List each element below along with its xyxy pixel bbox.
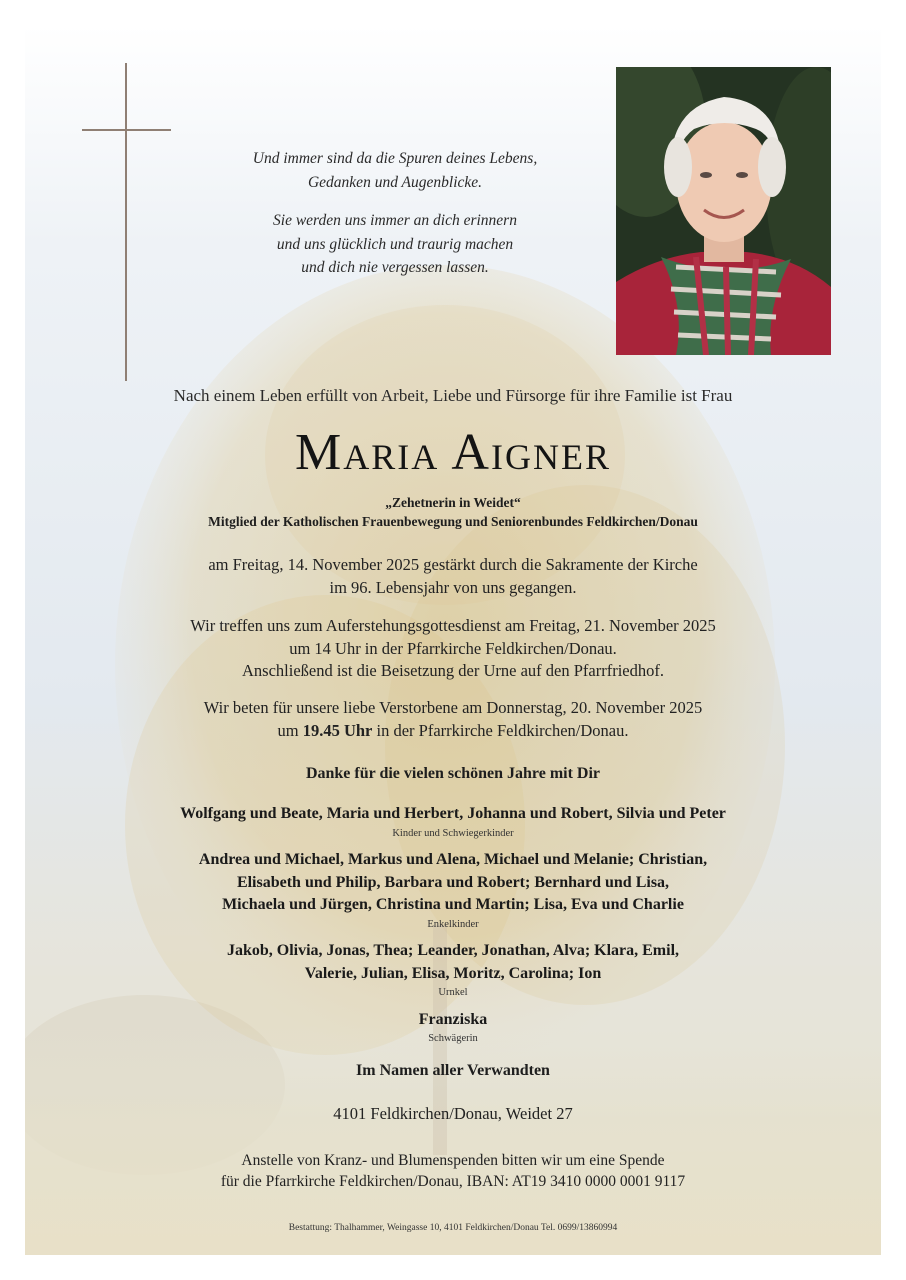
prayer-info bbox=[25, 697, 881, 742]
mourner-names: Elisabeth und Philip, Barbara und Robert; Bernhard und Lisa, bbox=[236, 873, 670, 891]
verse-line: Gedanken und Augenblicke. bbox=[307, 173, 483, 191]
mourners-sister-in-law bbox=[25, 1009, 881, 1032]
mourner-names: Michaela und Jürgen, Christina und Martin; Lisa, Eva und Charlie bbox=[222, 896, 684, 913]
death-notice-line: am Freitag, 14. November 2025 gestärkt durch die Sakramente der Kirche bbox=[208, 555, 698, 574]
mourner-names: Andrea und Michael, Markus und Alena, Michael und Melanie; Christian, bbox=[198, 851, 708, 868]
donation-request bbox=[25, 1150, 881, 1192]
mourner-names: Valerie, Julian, Elisa, Moritz, Carolina; Ion bbox=[304, 964, 602, 982]
relation-label: Urnkel bbox=[438, 987, 468, 998]
relation-label: Kinder und Schwiegerkinder bbox=[392, 828, 514, 839]
prayer-line: Wir beten für unsere liebe Verstorbene am Donnerstag, 20. November 2025 bbox=[203, 698, 703, 717]
service-line: um 14 Uhr in der Pfarrkirche Feldkirchen/Donau. bbox=[289, 638, 617, 658]
verse-line: Und immer sind da die Spuren deines Lebens, bbox=[252, 150, 538, 167]
service-info bbox=[25, 615, 881, 683]
mourners-grandchildren bbox=[25, 849, 881, 917]
intro-text: Nach einem Leben erfüllt von Arbeit, Liebe und Fürsorge für ihre Familie ist Frau bbox=[173, 386, 733, 405]
donation-line: für die Pfarrkirche Feldkirchen/Donau, IBAN: AT19 3410 0000 0001 9117 bbox=[220, 1173, 686, 1190]
relation-label: Enkelkinder bbox=[427, 919, 479, 930]
mourner-names: Jakob, Olivia, Jonas, Thea; Leander, Jonathan, Alva; Klara, Emil, bbox=[226, 942, 680, 959]
obituary-card bbox=[25, 25, 881, 1255]
funeral-home-info: Bestattung: Thalhammer, Weingasse 10, 4101 Feldkirchen/Donau Tel. 0699/13860994 bbox=[288, 1223, 618, 1233]
prayer-time: 19.45 Uhr bbox=[302, 720, 373, 740]
deceased-membership: Mitglied der Katholischen Frauenbewegung und Seniorenbundes Feldkirchen/Donau bbox=[208, 514, 698, 529]
verse-stanza-2 bbox=[185, 209, 605, 280]
cross-icon-vertical bbox=[125, 63, 127, 381]
deceased-nickname: „Zehetnerin in Weidet“ bbox=[385, 495, 521, 510]
death-notice bbox=[25, 554, 881, 599]
deceased-name: Maria Aigner bbox=[295, 424, 611, 481]
verse-line: und uns glücklich und traurig machen bbox=[276, 235, 514, 253]
portrait-photo bbox=[616, 67, 831, 355]
verse-stanza-1 bbox=[185, 147, 605, 194]
relation-label: Schwägerin bbox=[428, 1033, 478, 1044]
closing-line: Im Namen aller Verwandten bbox=[356, 1062, 550, 1079]
death-notice-line: im 96. Lebensjahr von uns gegangen. bbox=[329, 577, 577, 597]
prayer-pre: um bbox=[277, 720, 303, 740]
prayer-line-2 bbox=[25, 720, 881, 743]
verse-line: und dich nie vergessen lassen. bbox=[301, 259, 489, 276]
prayer-post: in der Pfarrkirche Feldkirchen/Donau. bbox=[372, 720, 629, 740]
mourners-great-grandchildren bbox=[25, 940, 881, 985]
mourner-names: Franziska bbox=[418, 1011, 488, 1028]
mourner-names: Wolfgang und Beate, Maria und Herbert, Johanna und Robert, Silvia und Peter bbox=[180, 805, 726, 822]
service-line: Anschließend ist die Beisetzung der Urne auf den Pfarrfriedhof. bbox=[242, 661, 664, 680]
cross-icon-horizontal bbox=[82, 129, 171, 131]
mourners-children bbox=[25, 803, 881, 826]
donation-line: Anstelle von Kranz- und Blumenspenden bitten wir um eine Spende bbox=[241, 1152, 665, 1169]
verse-line: Sie werden uns immer an dich erinnern bbox=[273, 212, 517, 229]
address: 4101 Feldkirchen/Donau, Weidet 27 bbox=[333, 1104, 573, 1123]
thanks-heading: Danke für die vielen schönen Jahre mit Dir bbox=[305, 765, 601, 782]
service-line: Wir treffen uns zum Auferstehungsgottesdienst am Freitag, 21. November 2025 bbox=[190, 616, 716, 635]
